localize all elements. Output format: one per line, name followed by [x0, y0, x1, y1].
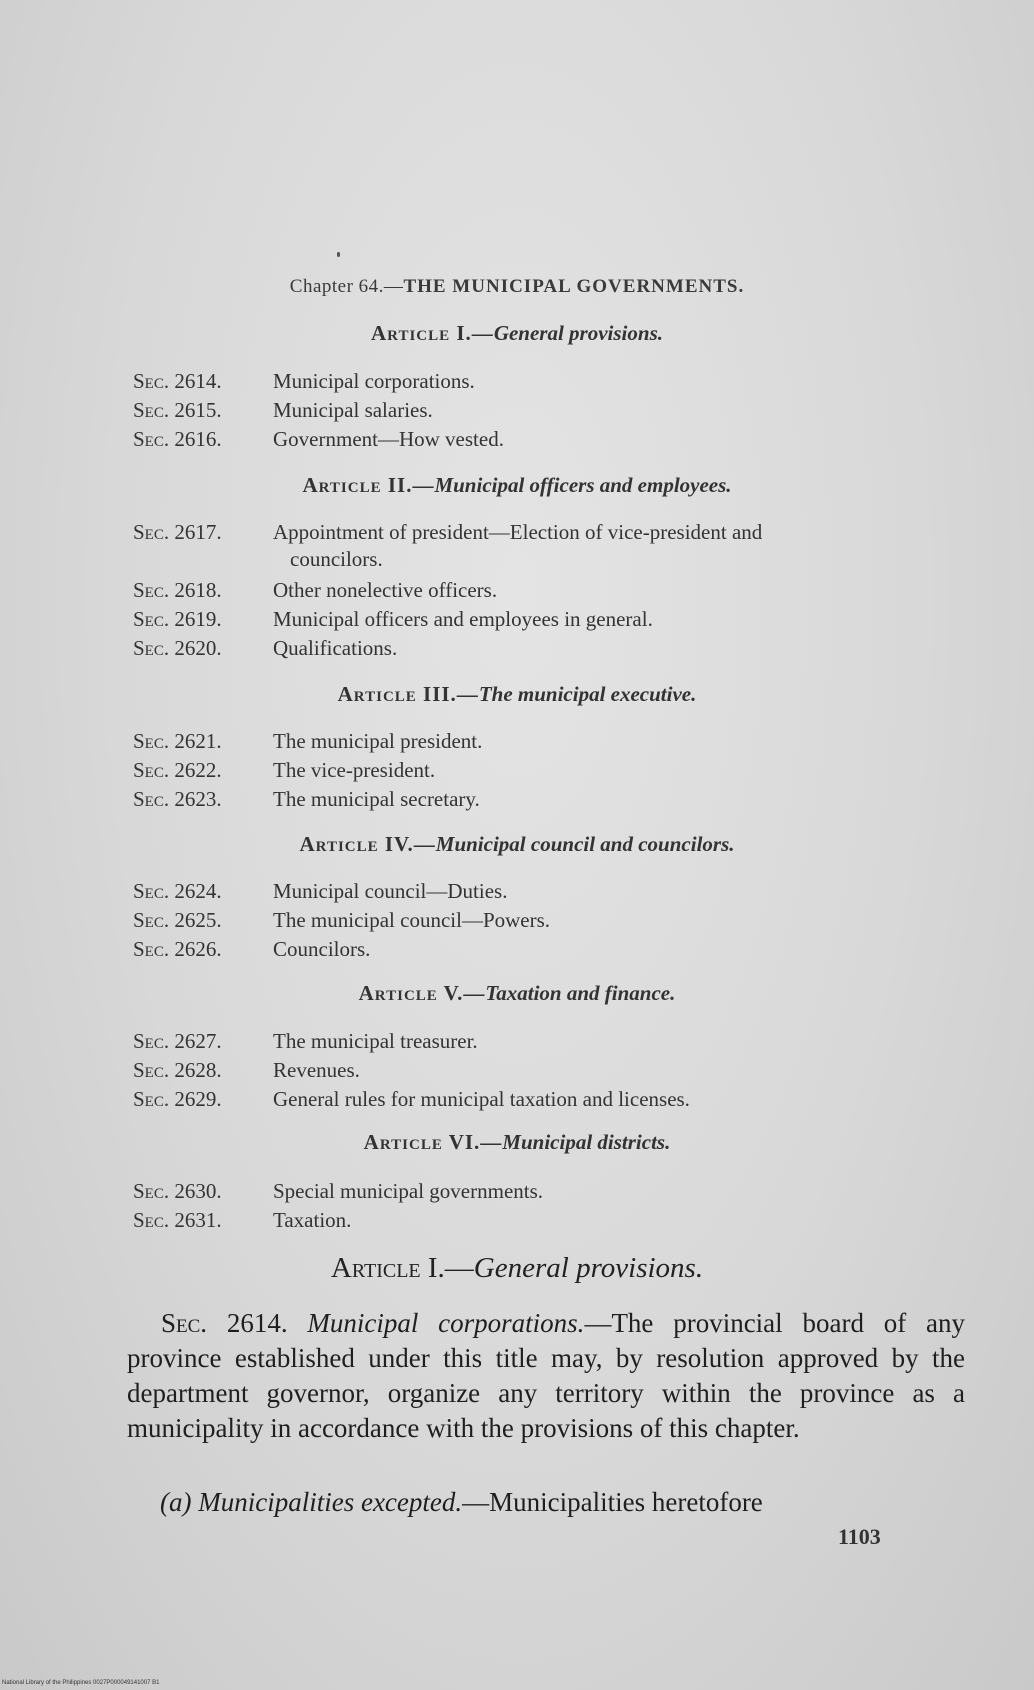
toc-section: Sec. 2614. Municipal corporations.: [133, 369, 475, 393]
toc-article-heading: Article V.—Taxation and finance.: [358, 981, 676, 1005]
toc-section: Sec. 2626. Councilors.: [133, 937, 371, 961]
toc-section: Sec. 2623. The municipal secretary.: [133, 787, 480, 811]
toc-article-heading: Article I.—General provisions.: [370, 321, 663, 345]
toc-section: Sec. 2629. General rules for municipal taxation and licenses.: [133, 1087, 690, 1111]
subparagraph: [160, 1487, 965, 1518]
toc-section: Sec. 2620. Qualifications.: [133, 636, 398, 660]
page-number: 1103: [838, 1524, 881, 1549]
toc-section: Sec. 2631. Taxation.: [133, 1208, 352, 1232]
toc-section-continuation: councilors.: [290, 547, 383, 571]
subparagraph-text: —Municipalities heretofore: [462, 1487, 763, 1517]
toc-section: Sec. 2619. Municipal officers and employees in general.: [133, 607, 653, 631]
toc-section: Sec. 2624. Municipal council—Duties.: [133, 879, 508, 903]
section-paragraph: [127, 1306, 965, 1446]
section-text: —The provincial board of any province established under this title may, by resolution approved by the department governor, organize any territory within the province as a municipality in accordance with the provisions of this chapter.: [127, 1308, 966, 1443]
toc-section: Sec. 2618. Other nonelective officers.: [133, 578, 498, 602]
toc-section: Sec. 2615. Municipal salaries.: [133, 398, 433, 422]
article-heading: Article I.—General provisions.: [330, 1252, 704, 1284]
toc-section: Sec. 2628. Revenues.: [133, 1058, 360, 1082]
toc-article-heading: Article VI.—Municipal districts.: [363, 1130, 671, 1154]
toc-section: Sec. 2627. The municipal treasurer.: [133, 1029, 478, 1053]
ink-speck: [337, 252, 340, 257]
toc-section: Sec. 2616. Government—How vested.: [133, 427, 504, 451]
toc-section: Sec. 2625. The municipal council—Powers.: [133, 908, 551, 932]
chapter-heading: [0, 276, 1034, 298]
toc-article-heading: Article IV.—Municipal council and councilors.: [299, 832, 735, 856]
toc-article-heading: Article II.—Municipal officers and employees.: [302, 473, 732, 497]
toc-section: Sec. 2630. Special municipal governments.: [133, 1179, 544, 1203]
toc-section: Sec. 2622. The vice-president.: [133, 758, 436, 782]
chapter-title: THE MUNICIPAL GOVERNMENTS.: [403, 276, 745, 297]
chapter-prefix: Chapter 64.—: [289, 276, 404, 297]
scan-footer: National Library of the Philippines 0027P000049141007 B1: [2, 1680, 160, 1686]
toc-section: Sec. 2621. The municipal president.: [133, 729, 483, 753]
section-number: Sec. 2614.: [161, 1308, 288, 1338]
toc-article-heading: Article III.—The municipal executive.: [337, 682, 697, 706]
subparagraph-title: Municipalities excepted.: [198, 1487, 463, 1517]
section-title: Municipal corporations.: [307, 1308, 585, 1338]
toc-section: Sec. 2617. Appointment of president—Election of vice-president and: [133, 520, 763, 544]
subparagraph-label: (a): [160, 1487, 192, 1517]
